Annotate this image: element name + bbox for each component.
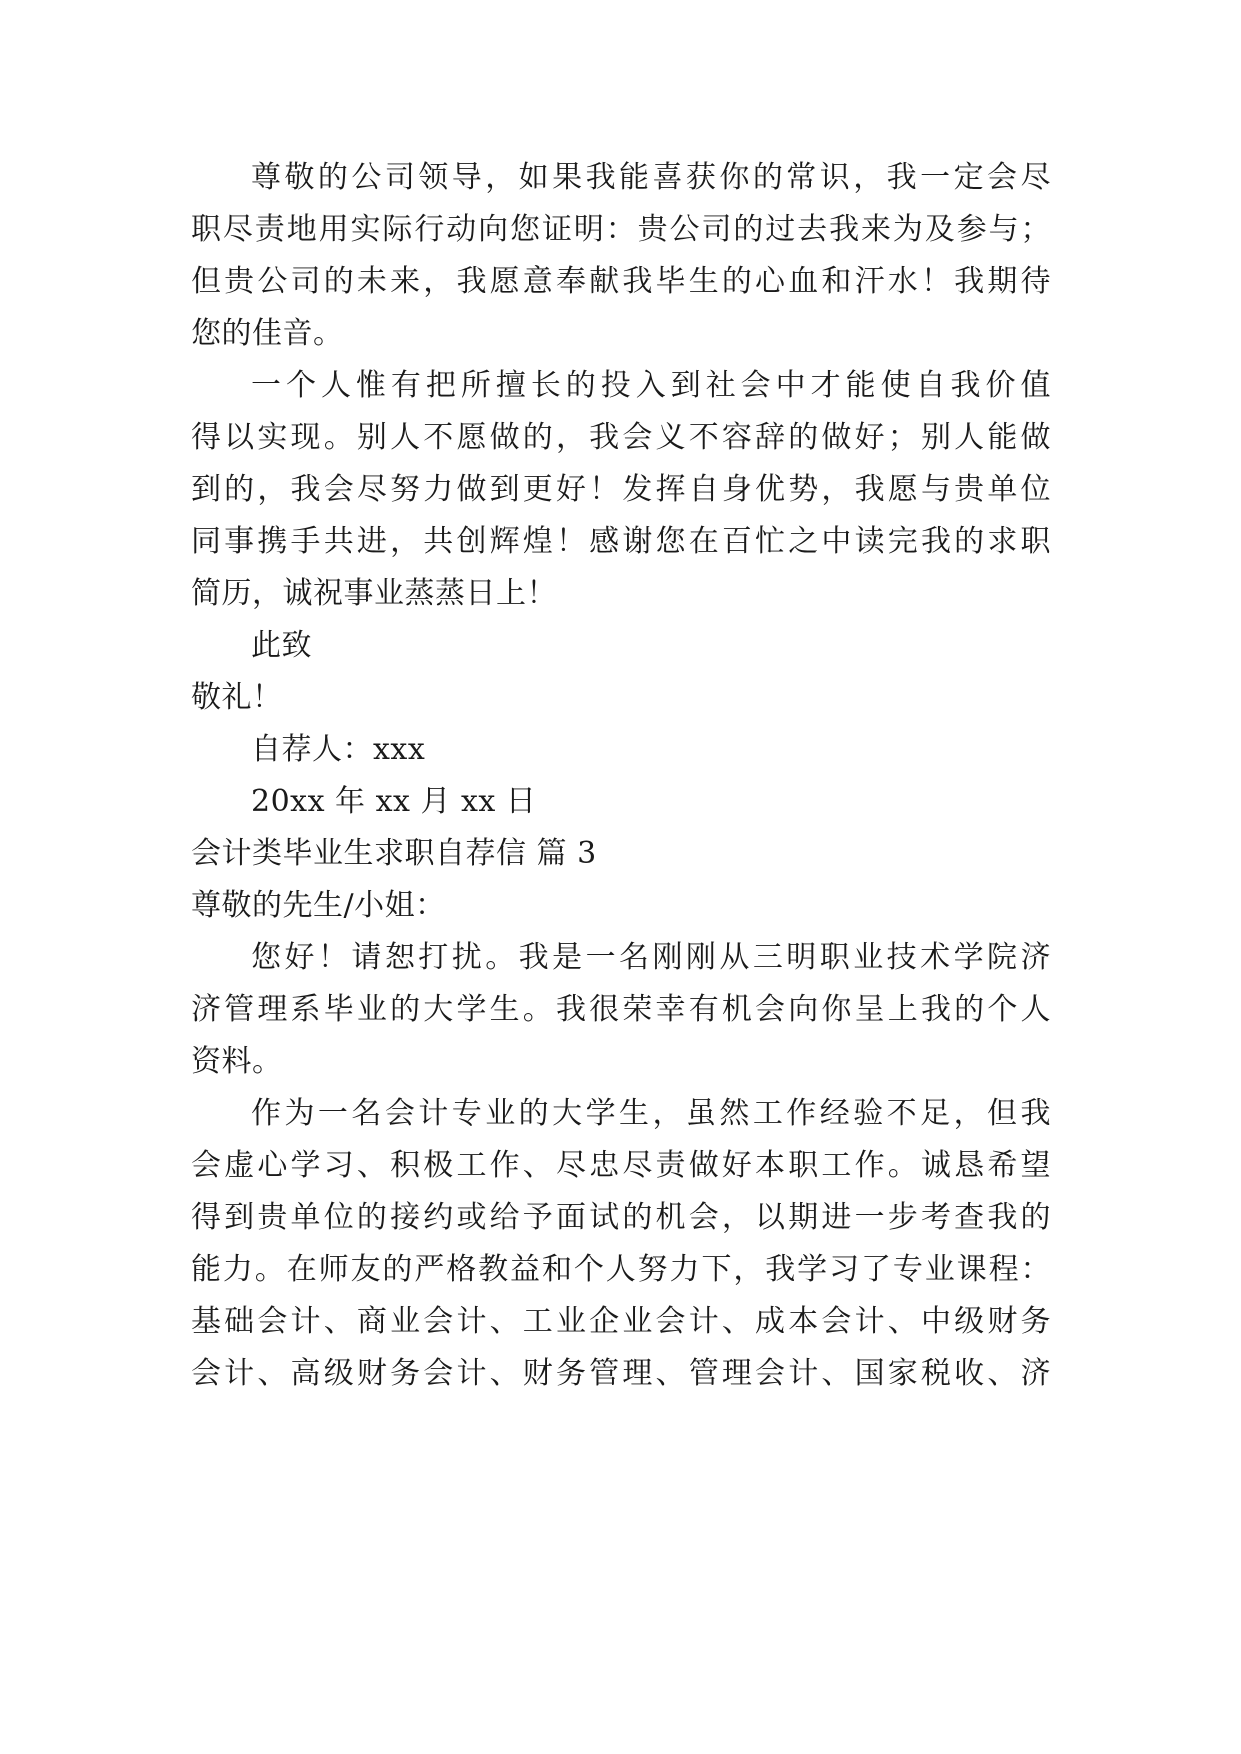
text-line: 得到贵单位的接约或给予面试的机会，以期进一步考查我的 xyxy=(191,1200,1051,1235)
text-line: 同事携手共进，共创辉煌！感谢您在百忙之中读完我的求职 xyxy=(191,524,1051,559)
text-line: 自荐人：xxx xyxy=(251,732,426,767)
text-line: 会虚心学习、积极工作、尽忠尽责做好本职工作。诚恳希望 xyxy=(191,1148,1051,1183)
text-line: 职尽责地用实际行动向您证明：贵公司的过去我来为及参与； xyxy=(191,212,1051,247)
text-line: 得以实现。别人不愿做的，我会义不容辞的做好；别人能做 xyxy=(191,420,1051,455)
text-line: 您的佳音。 xyxy=(191,316,344,351)
text-line: 能力。在师友的严格教益和个人努力下，我学习了专业课程： xyxy=(191,1252,1051,1287)
text-line: 简历，诚祝事业蒸蒸日上！ xyxy=(191,576,557,611)
text-line: 会计类毕业生求职自荐信 篇 3 xyxy=(191,836,597,871)
text-line: 基础会计、商业会计、工业企业会计、成本会计、中级财务 xyxy=(191,1304,1051,1339)
text-line: 您好！请恕打扰。我是一名刚刚从三明职业技术学院济 xyxy=(251,940,1051,975)
text-line: 20xx 年 xx 月 xx 日 xyxy=(251,784,537,819)
text-line: 此致 xyxy=(251,628,312,663)
text-line: 到的，我会尽努力做到更好！发挥自身优势，我愿与贵单位 xyxy=(191,472,1051,507)
text-line: 资料。 xyxy=(191,1044,283,1079)
text-line: 敬礼！ xyxy=(191,680,283,715)
text-line: 会计、高级财务会计、财务管理、管理会计、国家税收、济 xyxy=(191,1356,1051,1391)
text-line: 尊敬的公司领导，如果我能喜获你的常识，我一定会尽 xyxy=(251,160,1051,195)
text-line: 一个人惟有把所擅长的投入到社会中才能使自我价值 xyxy=(251,368,1051,403)
text-line: 但贵公司的未来，我愿意奉献我毕生的心血和汗水！我期待 xyxy=(191,264,1051,299)
text-line: 作为一名会计专业的大学生，虽然工作经验不足，但我 xyxy=(251,1096,1051,1131)
text-line: 尊敬的先生/小姐： xyxy=(191,888,446,923)
text-line: 济管理系毕业的大学生。我很荣幸有机会向你呈上我的个人 xyxy=(191,992,1051,1027)
